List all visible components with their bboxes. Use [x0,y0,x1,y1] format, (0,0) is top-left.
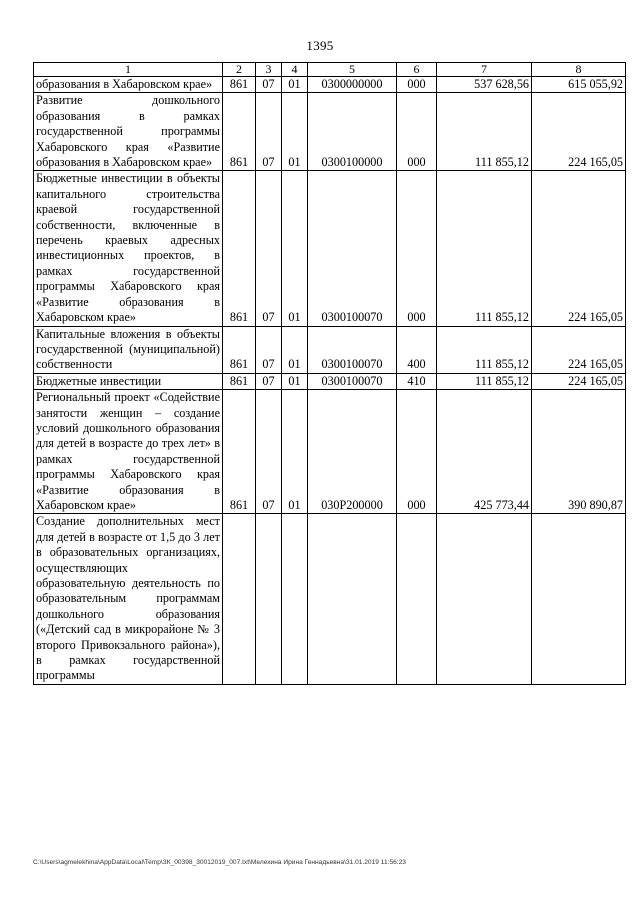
cell-section [256,514,282,684]
column-header-4: 4 [282,63,308,77]
table-row [34,514,626,684]
cell-ministry-code: 861 [223,77,256,93]
cell-amount-year1 [437,514,532,684]
column-header-2: 2 [223,63,256,77]
row-description: Бюджетные инвестиции в объекты капитального строительства краевой государственной собственности, включенные в перечень краевых адресных инвестиционных проектов, в рамках государственной программы Хабаровского края «Развитие образования в Хабаровском крае» [34,171,223,326]
cell-expense-type: 400 [397,326,437,373]
cell-amount-year2: 224 165,05 [532,93,626,171]
cell-section: 07 [256,93,282,171]
cell-amount-year1: 111 855,12 [437,171,532,326]
cell-amount-year1: 111 855,12 [437,326,532,373]
cell-target-article [308,514,397,684]
row-description: образования в Хабаровском крае» [34,77,223,93]
page-number: 1395 [306,38,334,53]
budget-table [33,62,626,685]
column-header-3: 3 [256,63,282,77]
cell-ministry-code: 861 [223,326,256,373]
cell-section: 07 [256,171,282,326]
cell-amount-year1: 425 773,44 [437,390,532,514]
column-header-5: 5 [308,63,397,77]
row-description: Капитальные вложения в объекты государственной (муниципальной) собственности [34,326,223,373]
table-row [34,373,626,389]
cell-target-article: 0300100000 [308,93,397,171]
cell-target-article: 030P200000 [308,390,397,514]
column-header-6: 6 [397,63,437,77]
cell-amount-year2 [532,514,626,684]
column-header-8: 8 [532,63,626,77]
table-header-row [34,63,626,77]
cell-ministry-code: 861 [223,93,256,171]
cell-amount-year1: 537 628,56 [437,77,532,93]
cell-expense-type: 000 [397,390,437,514]
cell-amount-year1: 111 855,12 [437,373,532,389]
cell-target-article: 0300100070 [308,171,397,326]
table-row [34,390,626,514]
cell-ministry-code: 861 [223,390,256,514]
cell-expense-type: 000 [397,171,437,326]
cell-ministry-code: 861 [223,373,256,389]
cell-subsection: 01 [282,171,308,326]
column-header-1: 1 [34,63,223,77]
cell-amount-year1: 111 855,12 [437,93,532,171]
cell-section: 07 [256,390,282,514]
table-row [34,77,626,93]
cell-section: 07 [256,326,282,373]
cell-subsection: 01 [282,373,308,389]
table-row [34,93,626,171]
cell-target-article: 0300000000 [308,77,397,93]
table-row [34,326,626,373]
cell-section: 07 [256,77,282,93]
cell-subsection: 01 [282,77,308,93]
cell-amount-year2: 224 165,05 [532,373,626,389]
cell-target-article: 0300100070 [308,373,397,389]
cell-expense-type: 410 [397,373,437,389]
cell-subsection: 01 [282,93,308,171]
column-header-7: 7 [437,63,532,77]
cell-subsection: 01 [282,390,308,514]
cell-amount-year2: 224 165,05 [532,171,626,326]
cell-amount-year2: 224 165,05 [532,326,626,373]
row-description: Региональный проект «Содействие занятости женщин – создание условий дошкольного образования для детей в возрасте до трех лет» в рамках государственной программы Хабаровского края «Развитие образования в Хабаровском крае» [34,390,223,514]
cell-subsection [282,514,308,684]
cell-amount-year2: 390 890,87 [532,390,626,514]
row-description: Бюджетные инвестиции [34,373,223,389]
row-description: Создание дополнительных мест для детей в возрасте от 1,5 до 3 лет в образовательных организациях, осуществляющих образовательную деятельность по образовательным программам дошкольного образования («Детский сад в микрорайоне № 3 второго Привокзального района»), в рамках государственной программы [34,514,223,684]
file-path-footer: C:\Users\agmelekhina\AppData\Local\Temp\ЗК_00398_30012019_007.txt\Мелехина Ирина Геннадьевна\31.01.2019 11:56:23 [33,859,406,866]
cell-subsection: 01 [282,326,308,373]
cell-section: 07 [256,373,282,389]
cell-amount-year2: 615 055,92 [532,77,626,93]
cell-expense-type: 000 [397,77,437,93]
cell-ministry-code [223,514,256,684]
cell-expense-type: 000 [397,93,437,171]
cell-ministry-code: 861 [223,171,256,326]
cell-target-article: 0300100070 [308,326,397,373]
row-description: Развитие дошкольного образования в рамках государственной программы Хабаровского края «Развитие образования в Хабаровском крае» [34,93,223,171]
table-row [34,171,626,326]
cell-expense-type [397,514,437,684]
